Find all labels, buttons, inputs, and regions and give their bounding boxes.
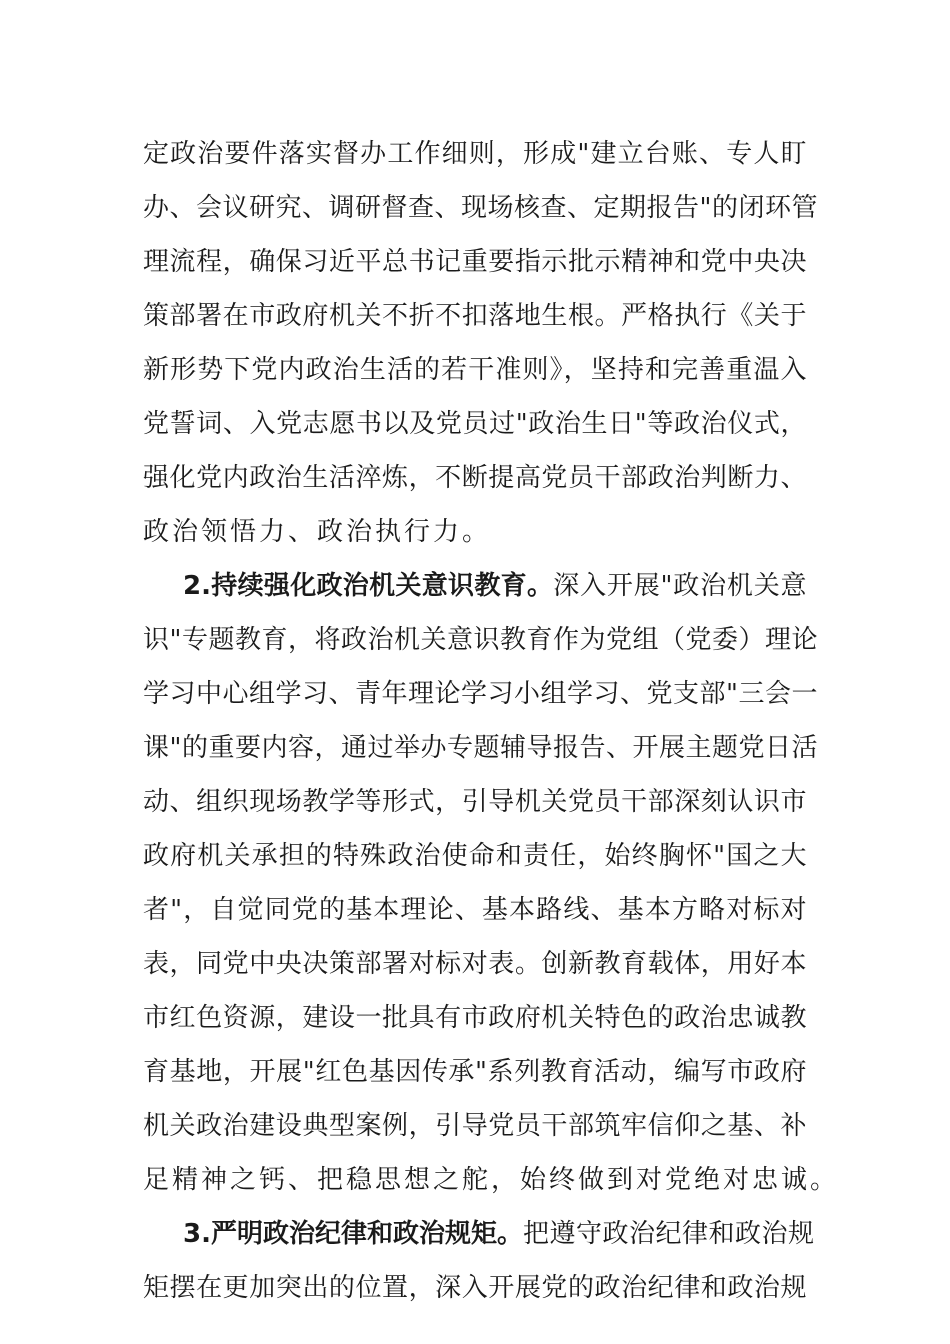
section-heading: 3.严明政治纪律和政治规矩。 [183,1219,523,1249]
paragraph-3 [143,1207,815,1315]
section-heading: 2.持续强化政治机关意识教育。 [183,571,554,601]
document-body [143,127,840,1315]
text-line: 理流程，确保习近平总书记重要指示批示精神和党中央决 [143,247,807,277]
text-line: 矩摆在更加突出的位置，深入开展党的政治纪律和政治规 [143,1273,807,1303]
paragraph-first-line [143,1207,815,1261]
text-line: 学习中心组学习、青年理论学习小组学习、党支部"三会一 [143,679,818,709]
text-run: 把遵守政治纪律和政治规 [522,1219,815,1249]
paragraph-2 [143,559,840,1207]
text-line: 定政治要件落实督办工作细则，形成"建立台账、专人盯 [143,139,807,169]
text-line: 政府机关承担的特殊政治使命和责任，始终胸怀"国之大 [143,841,807,871]
paragraph-first-line [143,559,807,613]
paragraph-1 [143,127,818,559]
text-line: 识"专题教育，将政治机关意识教育作为党组（党委）理论 [143,625,818,655]
text-line: 表，同党中央决策部署对标对表。创新教育载体，用好本 [143,949,807,979]
text-line: 新形势下党内政治生活的若干准则》，坚持和完善重温入 [143,355,807,385]
text-line: 育基地，开展"红色基因传承"系列教育活动，编写市政府 [143,1057,807,1087]
text-line: 市红色资源，建设一批具有市政府机关特色的政治忠诚教 [143,1003,807,1033]
text-line: 党誓词、入党志愿书以及党员过"政治生日"等政治仪式， [143,409,807,439]
text-line: 机关政治建设典型案例，引导党员干部筑牢信仰之基、补 [143,1111,807,1141]
text-line: 者"，自觉同党的基本理论、基本路线、基本方略对标对 [143,895,807,925]
text-line: 课"的重要内容，通过举办专题辅导报告、开展主题党日活 [143,733,818,763]
text-line: 办、会议研究、调研督查、现场核查、定期报告"的闭环管 [143,193,818,223]
text-run: 深入开展"政治机关意 [553,571,808,601]
text-line: 政治领悟力、政治执行力。 [143,517,492,547]
text-line: 动、组织现场教学等形式，引导机关党员干部深刻认识市 [143,787,807,817]
text-line: 强化党内政治生活淬炼，不断提高党员干部政治判断力、 [143,463,807,493]
text-line: 策部署在市政府机关不折不扣落地生根。严格执行《关于 [143,301,807,331]
text-line: 足精神之钙、把稳思想之舵，始终做到对党绝对忠诚。 [143,1165,840,1195]
